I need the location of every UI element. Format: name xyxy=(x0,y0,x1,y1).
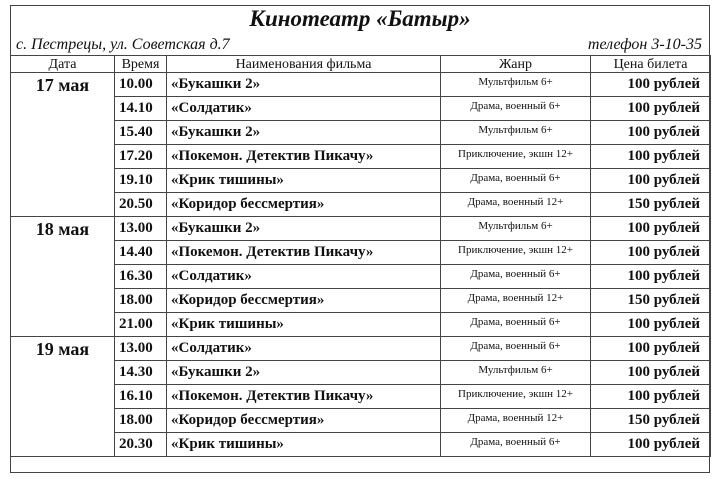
table-row xyxy=(11,241,711,265)
time-cell: 17.20 xyxy=(115,145,167,169)
table-row xyxy=(11,145,711,169)
time-cell: 16.10 xyxy=(115,385,167,409)
table-row xyxy=(11,97,711,121)
time-cell: 13.00 xyxy=(115,217,167,241)
time-cell: 21.00 xyxy=(115,313,167,337)
table-row xyxy=(11,337,711,361)
time-cell: 13.00 xyxy=(115,337,167,361)
date-cell: 18 мая xyxy=(11,217,115,337)
genre-cell: Драма, военный 6+ xyxy=(441,433,591,457)
time-cell: 20.30 xyxy=(115,433,167,457)
film-cell: «Солдатик» xyxy=(167,97,441,121)
film-cell: «Букашки 2» xyxy=(167,217,441,241)
table-header xyxy=(11,56,711,73)
genre-cell: Драма, военный 6+ xyxy=(441,337,591,361)
header-price: Цена билета xyxy=(591,56,711,73)
film-cell: «Коридор бессмертия» xyxy=(167,289,441,313)
price-cell: 150 рублей xyxy=(591,409,711,433)
table-row xyxy=(11,193,711,217)
time-cell: 14.40 xyxy=(115,241,167,265)
price-cell: 100 рублей xyxy=(591,337,711,361)
time-cell: 15.40 xyxy=(115,121,167,145)
price-cell: 100 рублей xyxy=(591,121,711,145)
table-row xyxy=(11,121,711,145)
table-row xyxy=(11,73,711,97)
table-row xyxy=(11,265,711,289)
price-cell: 100 рублей xyxy=(591,145,711,169)
price-cell: 100 рублей xyxy=(591,433,711,457)
film-cell: «Букашки 2» xyxy=(167,73,441,97)
film-cell: «Букашки 2» xyxy=(167,361,441,385)
price-cell: 100 рублей xyxy=(591,97,711,121)
price-cell: 100 рублей xyxy=(591,241,711,265)
time-cell: 20.50 xyxy=(115,193,167,217)
price-cell: 100 рублей xyxy=(591,169,711,193)
film-cell: «Покемон. Детектив Пикачу» xyxy=(167,385,441,409)
address: с. Пестрецы, ул. Советская д.7 xyxy=(16,36,230,53)
table-row xyxy=(11,385,711,409)
date-cell: 19 мая xyxy=(11,337,115,457)
genre-cell: Мультфильм 6+ xyxy=(441,217,591,241)
table-row xyxy=(11,169,711,193)
table-row xyxy=(11,361,711,385)
time-cell: 14.30 xyxy=(115,361,167,385)
genre-cell: Мультфильм 6+ xyxy=(441,73,591,97)
header-genre: Жанр xyxy=(441,56,591,73)
table-row xyxy=(11,217,711,241)
genre-cell: Драма, военный 6+ xyxy=(441,169,591,193)
price-cell: 100 рублей xyxy=(591,313,711,337)
genre-cell: Приключение, экшн 12+ xyxy=(441,385,591,409)
film-cell: «Покемон. Детектив Пикачу» xyxy=(167,145,441,169)
genre-cell: Приключение, экшн 12+ xyxy=(441,241,591,265)
price-cell: 100 рублей xyxy=(591,385,711,409)
film-cell: «Солдатик» xyxy=(167,337,441,361)
genre-cell: Драма, военный 12+ xyxy=(441,289,591,313)
price-cell: 100 рублей xyxy=(591,73,711,97)
page-title: Кинотеатр «Батыр» xyxy=(249,6,471,31)
genre-cell: Мультфильм 6+ xyxy=(441,361,591,385)
time-cell: 18.00 xyxy=(115,289,167,313)
film-cell: «Коридор бессмертия» xyxy=(167,409,441,433)
date-cell: 17 мая xyxy=(11,73,115,217)
film-cell: «Покемон. Детектив Пикачу» xyxy=(167,241,441,265)
time-cell: 19.10 xyxy=(115,169,167,193)
time-cell: 16.30 xyxy=(115,265,167,289)
genre-cell: Драма, военный 12+ xyxy=(441,409,591,433)
film-cell: «Крик тишины» xyxy=(167,169,441,193)
time-cell: 14.10 xyxy=(115,97,167,121)
genre-cell: Драма, военный 6+ xyxy=(441,265,591,289)
time-cell: 10.00 xyxy=(115,73,167,97)
table-row xyxy=(11,409,711,433)
table-row xyxy=(11,313,711,337)
genre-cell: Драма, военный 6+ xyxy=(441,97,591,121)
time-cell: 18.00 xyxy=(115,409,167,433)
price-cell: 100 рублей xyxy=(591,217,711,241)
price-cell: 100 рублей xyxy=(591,361,711,385)
film-cell: «Солдатик» xyxy=(167,265,441,289)
film-cell: «Коридор бессмертия» xyxy=(167,193,441,217)
price-cell: 150 рублей xyxy=(591,193,711,217)
table-row xyxy=(11,433,711,457)
table-row xyxy=(11,289,711,313)
genre-cell: Мультфильм 6+ xyxy=(441,121,591,145)
film-cell: «Крик тишины» xyxy=(167,433,441,457)
phone: телефон 3-10-35 xyxy=(587,36,702,53)
genre-cell: Драма, военный 6+ xyxy=(441,313,591,337)
header-time: Время xyxy=(115,56,167,73)
schedule-table xyxy=(10,55,711,457)
genre-cell: Приключение, экшн 12+ xyxy=(441,145,591,169)
film-cell: «Букашки 2» xyxy=(167,121,441,145)
price-cell: 150 рублей xyxy=(591,289,711,313)
header-film: Наименования фильма xyxy=(167,56,441,73)
genre-cell: Драма, военный 12+ xyxy=(441,193,591,217)
price-cell: 100 рублей xyxy=(591,265,711,289)
film-cell: «Крик тишины» xyxy=(167,313,441,337)
header-date: Дата xyxy=(11,56,115,73)
